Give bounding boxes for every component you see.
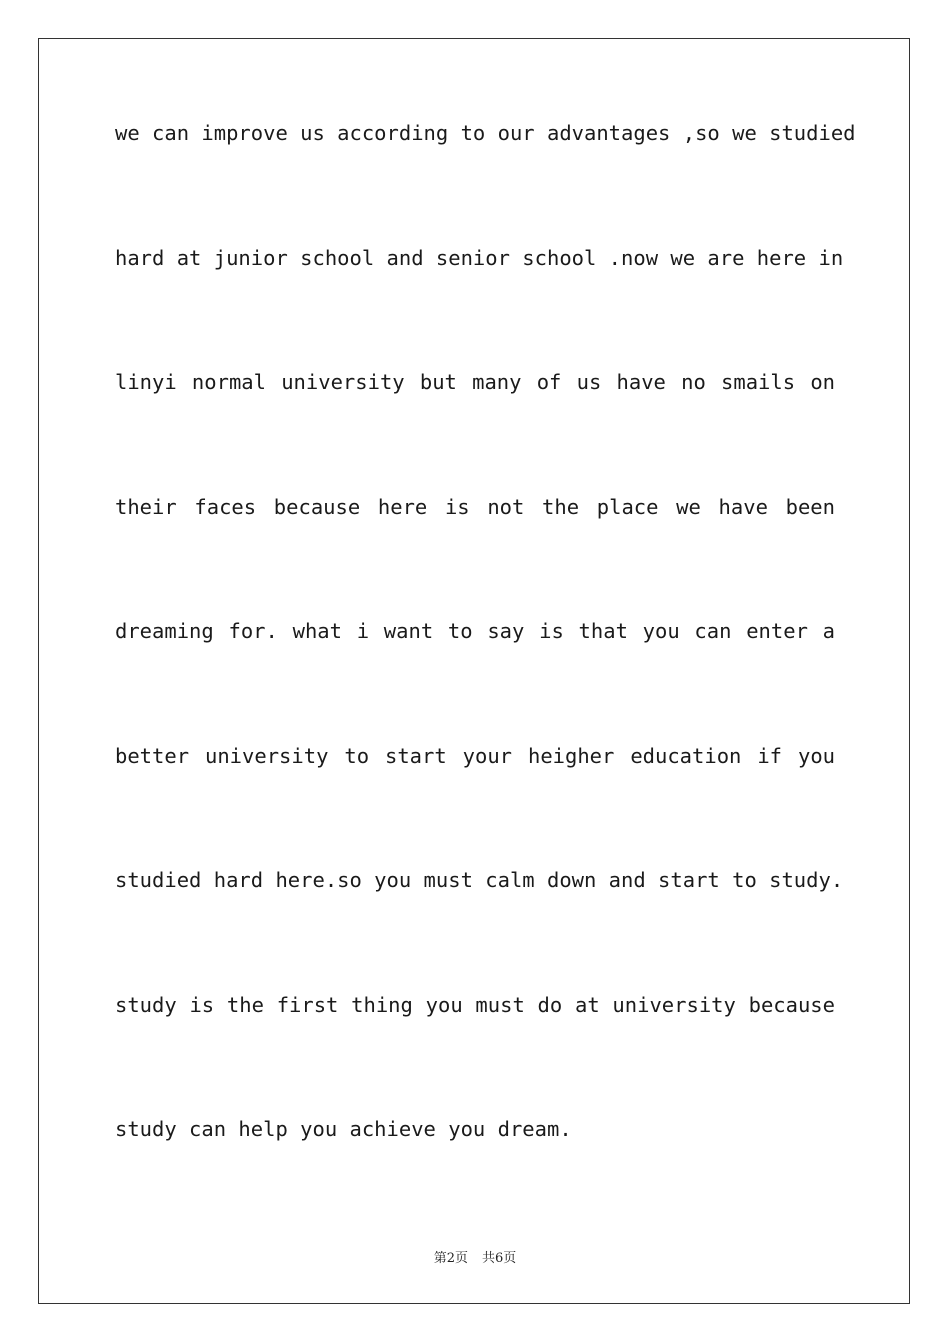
text-line-1: we can improve us according to our advantages ,so we studied bbox=[115, 121, 856, 145]
text-line-2: hard at junior school and senior school .now we are here in bbox=[115, 245, 844, 270]
text-line-7: studied hard here.so you must calm down and start to study. bbox=[115, 868, 844, 892]
page-footer bbox=[0, 1247, 950, 1266]
text-line-6: better university to start your heigher education if you bbox=[115, 743, 835, 768]
text-line-4: their faces because here is not the place we have been bbox=[115, 494, 835, 519]
text-line-5: dreaming for. what i want to say is that you can enter a bbox=[115, 619, 835, 643]
page-number-label: 第2页 bbox=[433, 1251, 468, 1266]
text-line-3: linyi normal university but many of us have no smails on bbox=[115, 370, 835, 394]
text-line-8: study is the first thing you must do at university because bbox=[115, 992, 835, 1017]
text-line-9: study can help you achieve you dream. bbox=[115, 1117, 572, 1141]
total-pages-label: 共6页 bbox=[482, 1251, 517, 1266]
